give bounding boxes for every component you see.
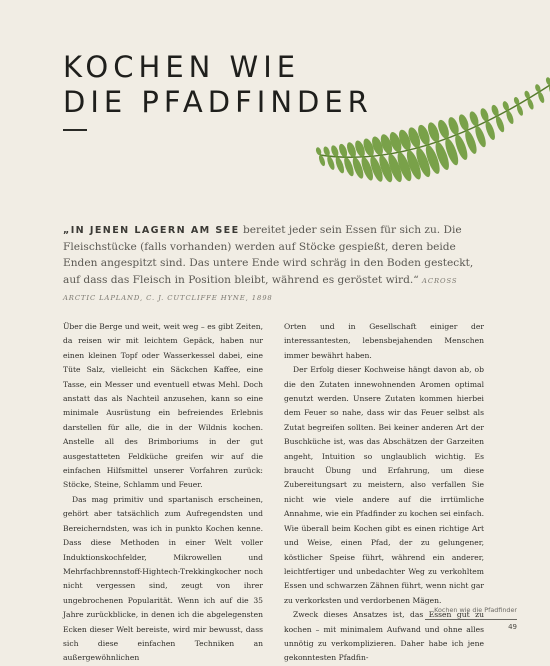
paragraph: Der Erfolg dieser Kochweise hängt davon ab, ob die den Zutaten innewohnenden Aromen optimal genutzt werden. Unsere Zutaten kommen hierbei dem Feuer so nahe, dass wir das Feuer selbst als Zutat begreifen sollten. Bei keiner anderen Art der Buschküche ist, was das Abschätzen der Garzeiten angeht, Intuition so unglaublich wichtig. Es braucht Übung und Erfahrung, um diese Zubereitungsart zu meistern, also verfallen Sie nicht wie viele andere auf die irrtümliche Annahme, wie ein Pfadfinder zu kochen sei einfach. Wie überall beim Kochen gibt es einen richtige Art und Weise, einen Pfad, der zu gelungener, köstlicher Speise führt, während ein anderer, leichtfertiger und unbedachter Weg zu verkohltem Essen und schwarzen Zähnen führt, wenn nicht gar zu verkorksten und verdorbenen Mägen. [284, 365, 484, 605]
intro-quote [63, 222, 493, 306]
fern-leaflet [545, 77, 550, 86]
fern-leaflet [315, 147, 322, 156]
footer-rule [425, 619, 517, 620]
paragraph: Das mag primitiv und spartanisch erscheinen, gehört aber tatsächlich zum Aufregendsten und Bereicherndsten, was ich in punkto Kochen kenne. Dass diese Methoden in einer Welt voller Induktionskochfelder, Mikrowellen und Mehrfachbrennstoff-Hightech-Trekkingkocher noch nicht vergessen sind, zeugt von ihrer ungebrochenen Popularität. Wenn ich auf die 35 Jahre zurückblicke, in denen ich die abgelegensten Ecken dieser Welt bereiste, wird mir bewusst, dass sich diese einfachen Techniken an außergewöhnlichen [63, 494, 263, 663]
intro-lead: „IN JENEN LAGERN AM SEE [63, 225, 240, 236]
fern-leaflet [484, 120, 497, 141]
paragraph: Über die Berge und weit, weit weg – es gibt Zeiten, da reisen wir mit leichtem Gepäck, haben nur einen kleinen Topf oder Wasserkessel dabei, eine Tüte Salz, vielleicht ein Säckchen Kaffee, eine Tasse, ein Messer und eventuell etwas Mehl. Doch anstatt das als Nachteil anzusehen, kann so eine minimale Ausrüstung ein befreiendes Erlebnis darstellen für alle, die in der Wildnis kochen. Anstelle all des Brimboriums in der gut ausgestatteten Feldküche greifen wir auf die einfachen Hilfsmittel unserer Vorfahren zurück: Stöcke, Steine, Schlamm und Feuer. [63, 322, 263, 490]
fern-icon [300, 75, 550, 200]
fern-leaflet [334, 156, 346, 175]
page-number: 49 [508, 623, 517, 631]
title-line-2: DIE PFADFINDER [63, 85, 373, 119]
title-underline [63, 129, 87, 131]
body-column-left [63, 320, 263, 666]
fern-leaflet [494, 115, 506, 133]
paragraph: Zweck dieses Ansatzes ist, das Essen gut zu kochen – mit minimalem Aufwand und ohne alles unnötig zu verkomplizieren. Daher habe ich jene gekonntesten Pfadfin- [284, 610, 484, 663]
paragraph: Orten und in Gesellschaft einiger der interessantesten, lebensbejahenden Menschen immer bewährt haben. [284, 322, 484, 360]
running-footer: Kochen wie die Pfadfinder [434, 606, 517, 614]
fern-leaflet [326, 155, 336, 171]
intro-text: bereitet jeder sein Essen für sich zu. Die Fleischstücke (falls vorhanden) werden auf Stöcke gespießt, deren beide Enden angespitzt sind. Das untere Ende wird schräg in den Boden gesteckt, auf dass das Fleisch in Position bleibt, während es geröstet wird.“ [63, 224, 474, 286]
intro-source: ACROSS ARCTIC LAPLAND, C. J. CUTCLIFFE HYNE, 1898 [63, 276, 458, 302]
title-line-1: KOCHEN WIE [63, 50, 301, 84]
fern-leaflet [337, 143, 348, 159]
